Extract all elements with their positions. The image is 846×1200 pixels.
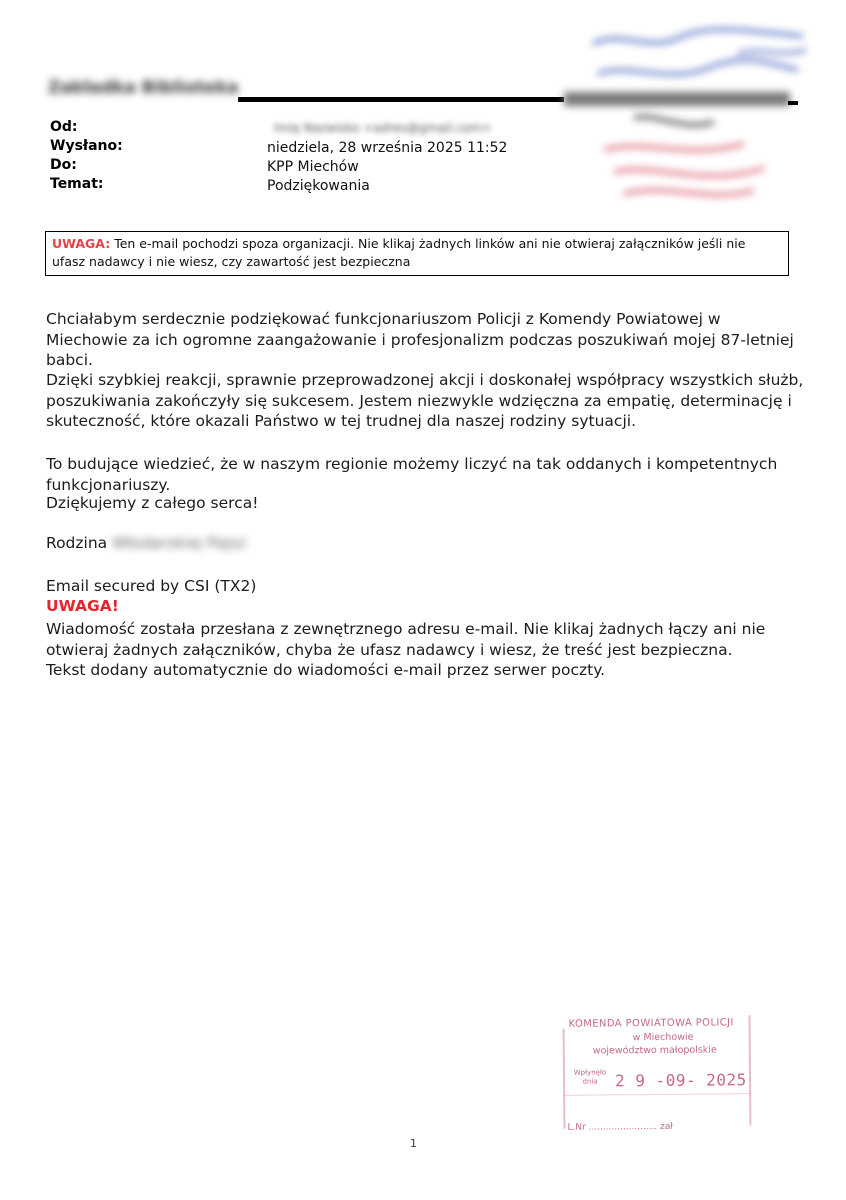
signature-name-redacted: Włodarskiej Pajsz bbox=[112, 534, 246, 552]
warning-label: UWAGA: bbox=[52, 236, 111, 251]
from-label: Od: bbox=[50, 119, 78, 135]
signature-line bbox=[46, 533, 806, 554]
stamp-received-label: Wpłynęło dnia bbox=[573, 1068, 607, 1086]
to-value: KPP Miechów bbox=[267, 159, 359, 175]
stamp-line-3: województwo małopolskie bbox=[592, 1044, 717, 1057]
page-number: 1 bbox=[410, 1137, 417, 1150]
subject-value: Podziękowania bbox=[267, 178, 370, 194]
header-rule bbox=[238, 97, 564, 102]
header-rule-tail bbox=[788, 101, 798, 105]
sent-label: Wysłano: bbox=[50, 138, 123, 154]
stamp-divider bbox=[563, 1093, 751, 1096]
stamp-line-1: KOMENDA POWIATOWA POLICJI bbox=[568, 1017, 734, 1030]
warning-text: Ten e-mail pochodzi spoza organizacji. Nie klikaj żadnych linków ani nie otwieraj załączników jeśli nie ufasz nadawcy i nie wiesz, czy zawartość jest bezpieczna bbox=[52, 236, 746, 269]
footer-secured: Email secured by CSI (TX2) bbox=[46, 577, 257, 595]
signature-label: Rodzina bbox=[46, 534, 108, 552]
footer-warning-text: Wiadomość została przesłana z zewnętrznego adresu e-mail. Nie klikaj żadnych łączy ani nie otwieraj żadnych załączników, chyba że ufasz nadawcy i wiesz, że treść jest bezpieczna. bbox=[46, 620, 766, 659]
header-rule-redacted bbox=[564, 92, 790, 106]
body-paragraph-3: To budujące wiedzieć, że w naszym regionie możemy liczyć na tak oddanych i kompetentnych funkcjonariuszy. bbox=[46, 455, 778, 494]
sent-value: niedziela, 28 września 2025 11:52 bbox=[267, 140, 508, 156]
external-warning-box bbox=[45, 231, 789, 276]
handwritten-annotation bbox=[588, 24, 813, 92]
subject-label: Temat: bbox=[50, 176, 104, 192]
footer-uwaga: UWAGA! bbox=[46, 597, 119, 615]
stamp-line-2: w Miechowie bbox=[632, 1031, 694, 1044]
body-paragraph-4: Dziękujemy z całego serca! bbox=[46, 494, 259, 512]
sender-name-redacted: Zakładka Biblioteka bbox=[48, 78, 239, 98]
stamp-border-right bbox=[748, 1015, 751, 1125]
police-receipt-stamp bbox=[562, 1013, 751, 1139]
stamp-date: 2 9 -09- 2025 bbox=[614, 1070, 747, 1091]
stamp-nr: L.Nr ........................ zał bbox=[567, 1121, 673, 1133]
to-label: Do: bbox=[50, 157, 77, 173]
footer-autogen-note: Tekst dodany automatycznie do wiadomości e-mail przez serwer poczty. bbox=[46, 661, 606, 679]
body-paragraph-1: Chciałabym serdecznie podziękować funkcjonariuszom Policji z Komendy Powiatowej w Miechowie za ich ogromne zaangażowanie i profesjonalizm podczas poszukiwań mojej 87-letniej babci. bbox=[46, 310, 794, 369]
stamp-border-left bbox=[563, 1029, 566, 1129]
redacted-signature bbox=[594, 110, 779, 206]
from-value-redacted: Imię Nazwisko <adres@gmail.com> bbox=[274, 121, 492, 135]
body-paragraph-2: Dzięki szybkiej reakcji, sprawnie przeprowadzonej akcji i doskonałej współpracy wszystkich służb, poszukiwania zakończyły się sukcesem. Jestem niezwykle wdzięczna za empatię, determinację i skuteczność, które okazali Państwo w tej trudnej dla naszej rodziny sytuacji. bbox=[46, 371, 804, 430]
